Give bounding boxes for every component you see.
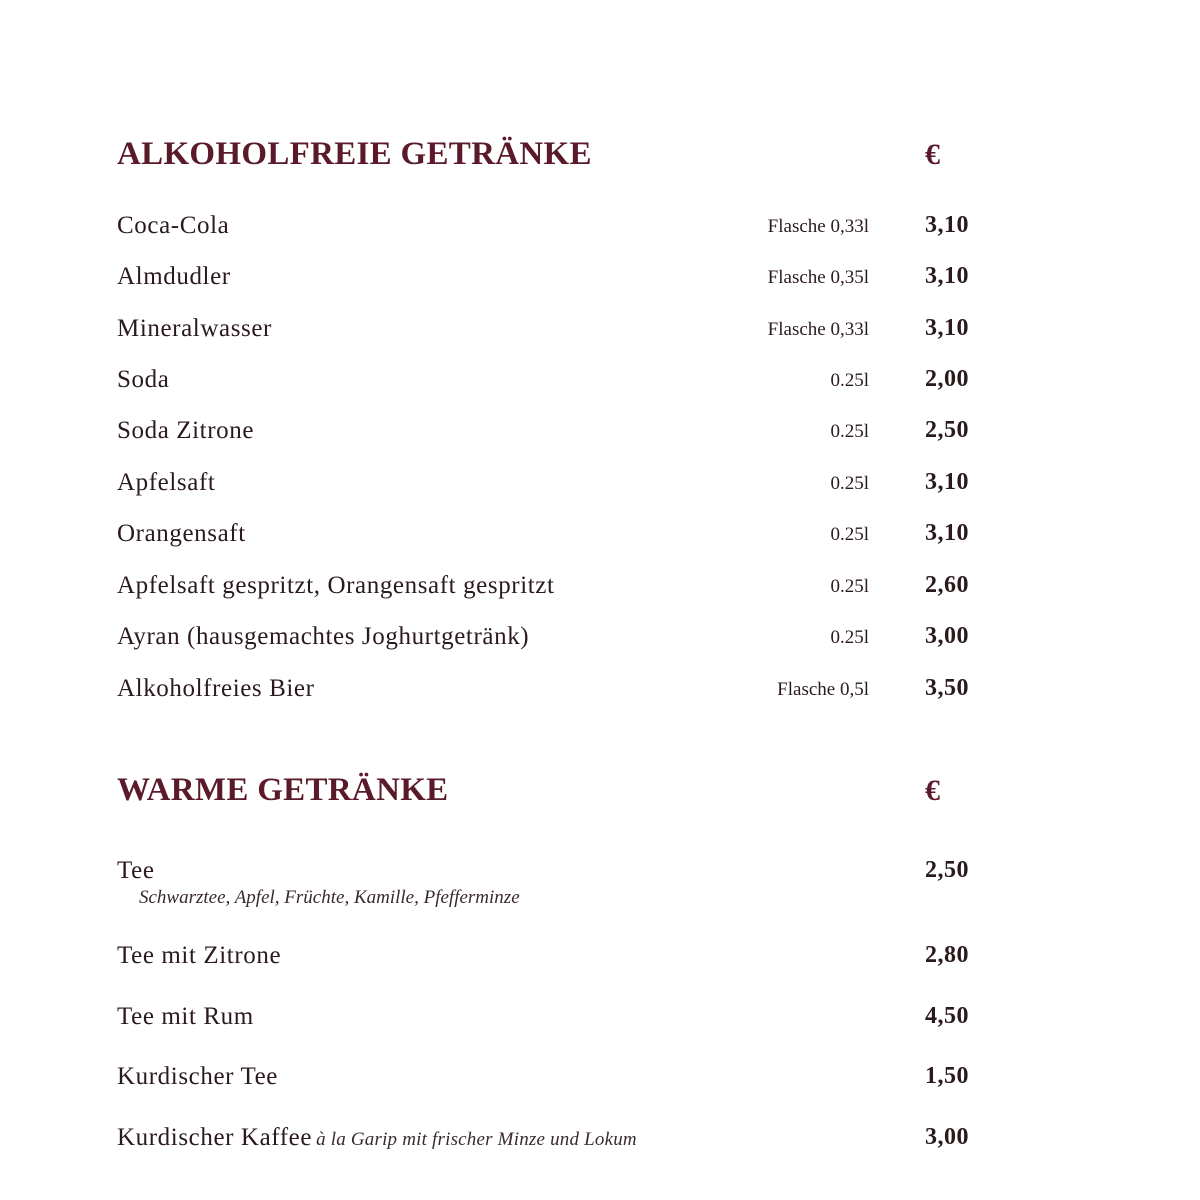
item-name: Tee mit Zitrone bbox=[117, 942, 282, 969]
currency-symbol: € bbox=[925, 138, 940, 171]
item-price: 3,00 bbox=[925, 1124, 969, 1150]
item-note: à la Garip mit frischer Minze und Lokum bbox=[316, 1129, 637, 1150]
item-volume: 0.25l bbox=[830, 370, 869, 391]
item-name: Alkoholfreies Bier bbox=[117, 675, 315, 702]
item-volume: 0.25l bbox=[830, 627, 869, 648]
item-name: Almdudler bbox=[117, 263, 231, 290]
menu-item bbox=[117, 212, 969, 242]
section-title-warm-drinks: WARME GETRÄNKE bbox=[117, 772, 449, 808]
section-title-cold-drinks: ALKOHOLFREIE GETRÄNKE bbox=[117, 136, 592, 172]
item-name: Kurdischer Kaffee bbox=[117, 1124, 313, 1151]
item-name: Apfelsaft gespritzt, Orangensaft gespritzt bbox=[117, 572, 555, 599]
item-volume: 0.25l bbox=[830, 473, 869, 494]
item-subtitle: Schwarztee, Apfel, Früchte, Kamille, Pfefferminze bbox=[139, 887, 520, 908]
item-name: Ayran (hausgemachtes Joghurtgetränk) bbox=[117, 623, 530, 650]
item-price: 2,50 bbox=[925, 857, 969, 883]
item-volume: Flasche 0,5l bbox=[777, 679, 869, 700]
menu-item bbox=[117, 366, 969, 396]
item-volume: 0.25l bbox=[830, 524, 869, 545]
menu-item bbox=[117, 263, 969, 293]
item-name: Coca-Cola bbox=[117, 212, 230, 239]
menu-item bbox=[117, 942, 969, 972]
menu-item bbox=[117, 520, 969, 550]
item-name: Kurdischer Tee bbox=[117, 1063, 278, 1090]
menu-item bbox=[117, 469, 969, 499]
item-price: 3,10 bbox=[925, 263, 969, 289]
item-volume: Flasche 0,33l bbox=[767, 216, 869, 237]
menu-item bbox=[117, 1063, 969, 1093]
item-price: 1,50 bbox=[925, 1063, 969, 1089]
currency-symbol: € bbox=[925, 774, 940, 807]
item-price: 3,50 bbox=[925, 675, 969, 701]
item-name: Apfelsaft bbox=[117, 469, 216, 496]
item-price: 3,10 bbox=[925, 212, 969, 238]
item-name: Soda bbox=[117, 366, 170, 393]
item-price: 4,50 bbox=[925, 1003, 969, 1029]
item-name-with-note bbox=[117, 1124, 637, 1152]
menu-item bbox=[117, 572, 969, 602]
item-price: 2,60 bbox=[925, 572, 969, 598]
item-name: Mineralwasser bbox=[117, 315, 272, 342]
item-price: 3,00 bbox=[925, 623, 969, 649]
menu-item bbox=[117, 857, 969, 917]
menu-item bbox=[117, 1003, 969, 1033]
item-price: 2,00 bbox=[925, 366, 969, 392]
item-volume: Flasche 0,33l bbox=[767, 319, 869, 340]
item-name: Soda Zitrone bbox=[117, 417, 255, 444]
item-price: 2,50 bbox=[925, 417, 969, 443]
item-price: 3,10 bbox=[925, 315, 969, 341]
item-name: Tee bbox=[117, 857, 155, 884]
item-name: Orangensaft bbox=[117, 520, 246, 547]
menu-item bbox=[117, 417, 969, 447]
item-volume: 0.25l bbox=[830, 421, 869, 442]
item-name: Tee mit Rum bbox=[117, 1003, 254, 1030]
item-price: 2,80 bbox=[925, 942, 969, 968]
item-volume: Flasche 0,35l bbox=[767, 267, 869, 288]
item-price: 3,10 bbox=[925, 469, 969, 495]
menu-item bbox=[117, 315, 969, 345]
item-volume: 0.25l bbox=[830, 576, 869, 597]
menu-item bbox=[117, 675, 969, 705]
menu-item bbox=[117, 1124, 969, 1154]
menu-item bbox=[117, 623, 969, 653]
item-price: 3,10 bbox=[925, 520, 969, 546]
